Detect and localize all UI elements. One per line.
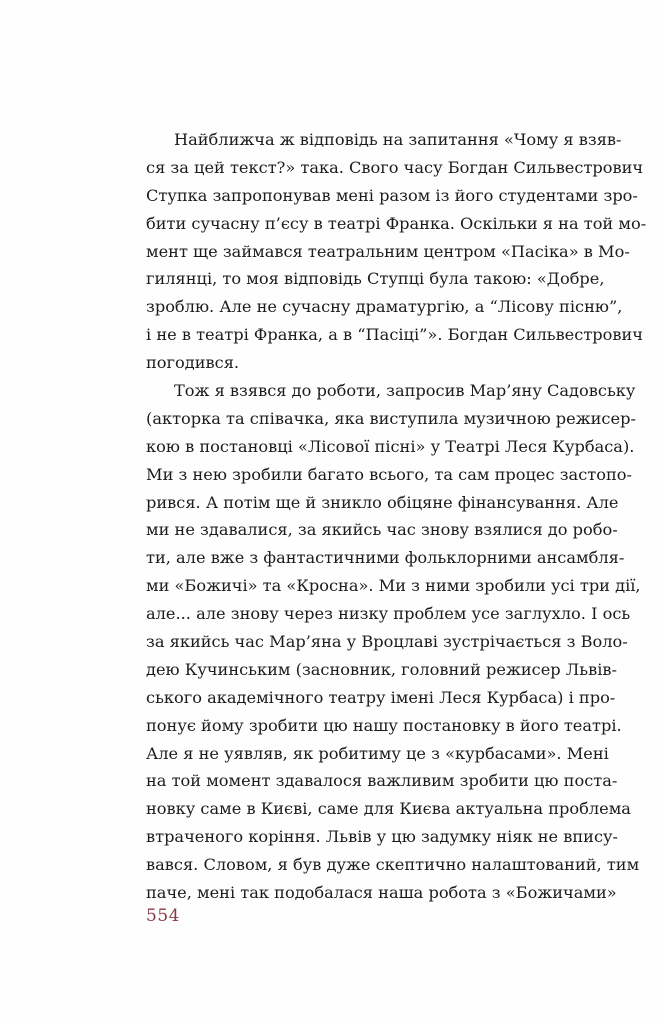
text-line: ся за цей текст?» така. Свого часу Богдан Сильвестрович bbox=[146, 157, 644, 177]
text-line: Ми з нею зробили багато всього, та сам процес застопо- bbox=[146, 464, 632, 484]
text-line: втраченого коріння. Львів у цю задумку ніяк не впису- bbox=[146, 827, 618, 847]
text-line: погодився. bbox=[146, 353, 240, 373]
text-line: на той момент здавалося важливим зробити цю поста- bbox=[146, 771, 618, 791]
text-line: рився. А потім ще й зникло обіцяне фінансування. Але bbox=[146, 492, 619, 512]
paragraph-1 bbox=[146, 126, 647, 377]
text-line: Тож я взявся до роботи, запросив Мар’яну Садовську bbox=[174, 381, 636, 401]
text-line: кою в постановці «Лісової пісні» у Театрі Леся Курбаса). bbox=[146, 436, 635, 456]
text-line: паче, мені так подобалася наша робота з «Божичами» bbox=[146, 883, 617, 903]
text-line: гилянці, то моя відповідь Ступці була такою: «Добре, bbox=[146, 269, 605, 289]
text-line: новку саме в Києві, саме для Києва актуальна проблема bbox=[146, 799, 631, 819]
text-line: Ступка запропонував мені разом із його студентами зро- bbox=[146, 185, 638, 205]
text-line: і не в театрі Франка, а в “Пасіці”». Богдан Сильвестрович bbox=[146, 325, 643, 345]
text-line: (акторка та співачка, яка виступила музичною режисер- bbox=[146, 408, 636, 428]
text-line: мент ще займався театральним центром «Пасіка» в Мо- bbox=[146, 241, 630, 261]
text-line: ми «Божичі» та «Кросна». Ми з ними зробили усі три дії, bbox=[146, 576, 641, 596]
text-line: вався. Словом, я був дуже скептично налаштований, тим bbox=[146, 855, 640, 875]
text-line: Найближча ж відповідь на запитання «Чому я взяв- bbox=[174, 130, 622, 149]
text-line: Але я не уявляв, як робитиму це з «курбасами». Мені bbox=[146, 743, 609, 763]
text-line: ти, але вже з фантастичними фольклорними ансамбля- bbox=[146, 548, 625, 568]
text-line: за якийсь час Мар’яна у Вроцлаві зустрічається з Воло- bbox=[146, 632, 628, 652]
text-line: бити сучасну п’єсу в театрі Франка. Оскільки я на той мо- bbox=[146, 213, 647, 233]
text-line: ми не здавалися, за якийсь час знову взялися до робо- bbox=[146, 520, 618, 540]
page-number: 554 bbox=[146, 906, 180, 926]
body-text bbox=[146, 126, 647, 907]
text-line: ського академічного театру імені Леся Курбаса) і про- bbox=[146, 687, 616, 707]
text-line: зроблю. Але не сучасну драматургію, а “Лісову пісню”, bbox=[146, 297, 623, 317]
text-line: дею Кучинським (засновник, головний режисер Львів- bbox=[146, 659, 617, 679]
text-line: але... але знову через низку проблем усе заглухло. І ось bbox=[146, 604, 631, 624]
paragraph-2 bbox=[146, 377, 641, 907]
text-line: понує йому зробити цю нашу постановку в його театрі. bbox=[146, 715, 622, 735]
